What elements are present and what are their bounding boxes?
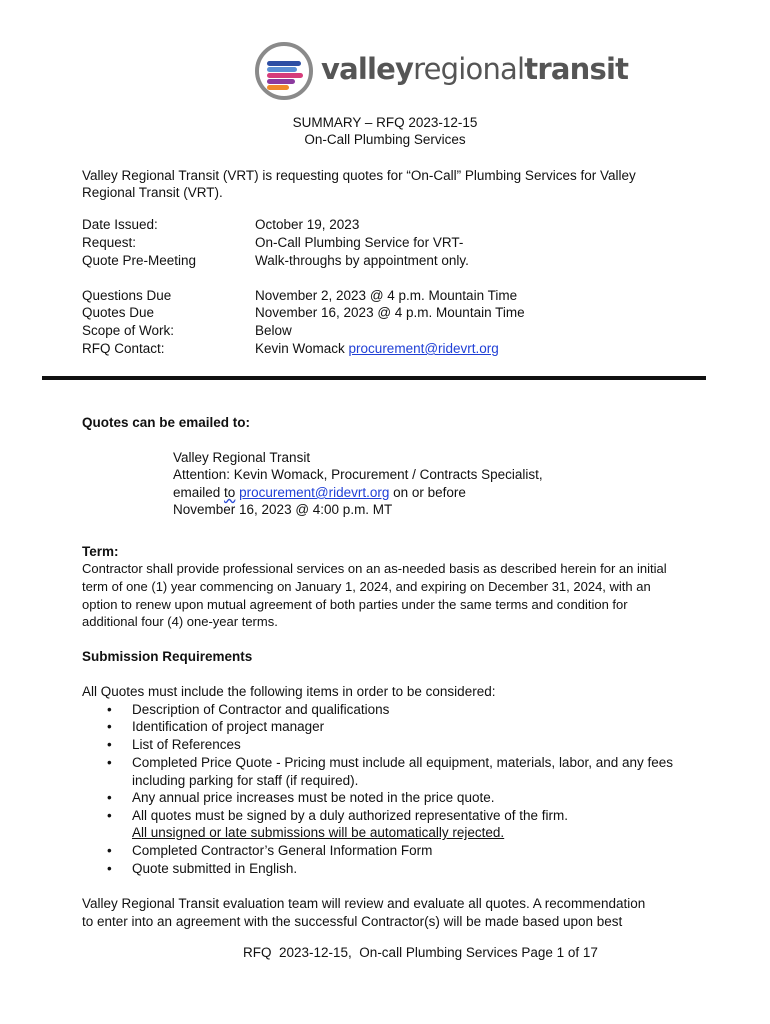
submission-intro: All Quotes must include the following items in order to be considered:	[82, 684, 496, 699]
rejection-notice: All unsigned or late submissions will be automatically rejected.	[132, 825, 505, 840]
doc-title: SUMMARY – RFQ 2023-12-15	[292, 115, 478, 130]
bullet-icon: •	[107, 702, 112, 717]
detail-value: November 2, 2023 @ 4 p.m. Mountain Time	[255, 288, 518, 303]
deadline-line: November 16, 2023 @ 4:00 p.m. MT	[173, 502, 393, 517]
submission-heading: Submission Requirements	[82, 649, 253, 664]
list-item: Any annual price increases must be noted in the price quote.	[132, 790, 495, 805]
evaluation-line-1: Valley Regional Transit evaluation team will review and evaluate all quotes. A recommendation	[82, 896, 646, 911]
contact-label: RFQ Contact:	[82, 341, 165, 356]
emailed-heading: Quotes can be emailed to:	[82, 415, 251, 430]
page-footer: RFQ 2023-12-15, On-call Plumbing Services Page 1 of 17	[243, 945, 598, 960]
procurement-email-link[interactable]: procurement@ridevrt.org	[239, 485, 390, 500]
contact-email-link[interactable]: procurement@ridevrt.org	[348, 341, 499, 356]
logo-stripe-lightblue	[267, 67, 297, 72]
address-line: Valley Regional Transit	[173, 450, 311, 465]
logo-stripe-orange	[267, 85, 289, 90]
contact-value	[255, 340, 499, 358]
detail-value: On-Call Plumbing Service for VRT-	[255, 235, 464, 250]
detail-label: Questions Due	[82, 288, 172, 303]
list-item: All quotes must be signed by a duly authorized representative of the firm.	[132, 808, 568, 823]
detail-value: Walk-throughs by appointment only.	[255, 253, 469, 268]
bullet-icon: •	[107, 719, 112, 734]
detail-value: October 19, 2023	[255, 217, 360, 232]
term-text-line: Contractor shall provide professional services on an as-needed basis as described herein for an initial	[82, 561, 667, 576]
detail-value: November 16, 2023 @ 4 p.m. Mountain Time	[255, 305, 525, 320]
emailed-text: emailed	[173, 485, 221, 500]
address-line	[173, 484, 466, 502]
list-item: Identification of project manager	[132, 719, 325, 734]
intro-line-1: Valley Regional Transit (VRT) is requesting quotes for “On-Call” Plumbing Services for Valley	[82, 168, 636, 183]
bullet-icon: •	[107, 861, 112, 876]
logo-circle-icon	[255, 42, 313, 100]
on-or-before-text: on or before	[393, 485, 466, 500]
term-text-line: term of one (1) year commencing on January 1, 2024, and expiring on December 31, 2024, with an	[82, 579, 651, 594]
address-line: Attention: Kevin Womack, Procurement / Contracts Specialist,	[173, 467, 543, 482]
contact-name: Kevin Womack	[255, 341, 345, 356]
list-item: List of References	[132, 737, 241, 752]
bullet-icon: •	[107, 843, 112, 858]
evaluation-line-2: to enter into an agreement with the successful Contractor(s) will be made based upon best	[82, 914, 623, 929]
vrt-logo	[255, 42, 629, 104]
logo-wordmark: valleyregionaltransit	[321, 52, 629, 86]
detail-label: Request:	[82, 235, 137, 250]
detail-label: Date Issued:	[82, 217, 158, 232]
logo-stripe-blue	[267, 61, 301, 66]
detail-label: Quotes Due	[82, 305, 155, 320]
doc-subtitle: On-Call Plumbing Services	[304, 132, 466, 147]
logo-stripe-purple	[267, 79, 295, 84]
list-item: Description of Contractor and qualifications	[132, 702, 390, 717]
bullet-icon: •	[107, 808, 112, 823]
logo-stripe-pink	[267, 73, 303, 78]
to-text: to	[224, 485, 236, 500]
term-text-line: option to renew upon mutual agreement of both parties under the same terms and condition for	[82, 597, 628, 612]
detail-value: Below	[255, 323, 292, 338]
bullet-icon: •	[107, 790, 112, 805]
list-item-continued: including parking for staff (if required).	[132, 773, 359, 788]
intro-line-2: Regional Transit (VRT).	[82, 185, 223, 200]
list-item: Completed Price Quote - Pricing must include all equipment, materials, labor, and any fees	[132, 755, 674, 770]
detail-label: Scope of Work:	[82, 323, 175, 338]
list-item: Quote submitted in English.	[132, 861, 298, 876]
list-item: Completed Contractor’s General Information Form	[132, 843, 433, 858]
bullet-icon: •	[107, 755, 112, 770]
detail-label: Quote Pre-Meeting	[82, 253, 197, 268]
bullet-icon: •	[107, 737, 112, 752]
term-text-line: additional four (4) one-year terms.	[82, 614, 278, 629]
section-divider	[42, 376, 706, 380]
term-heading: Term:	[82, 544, 119, 559]
